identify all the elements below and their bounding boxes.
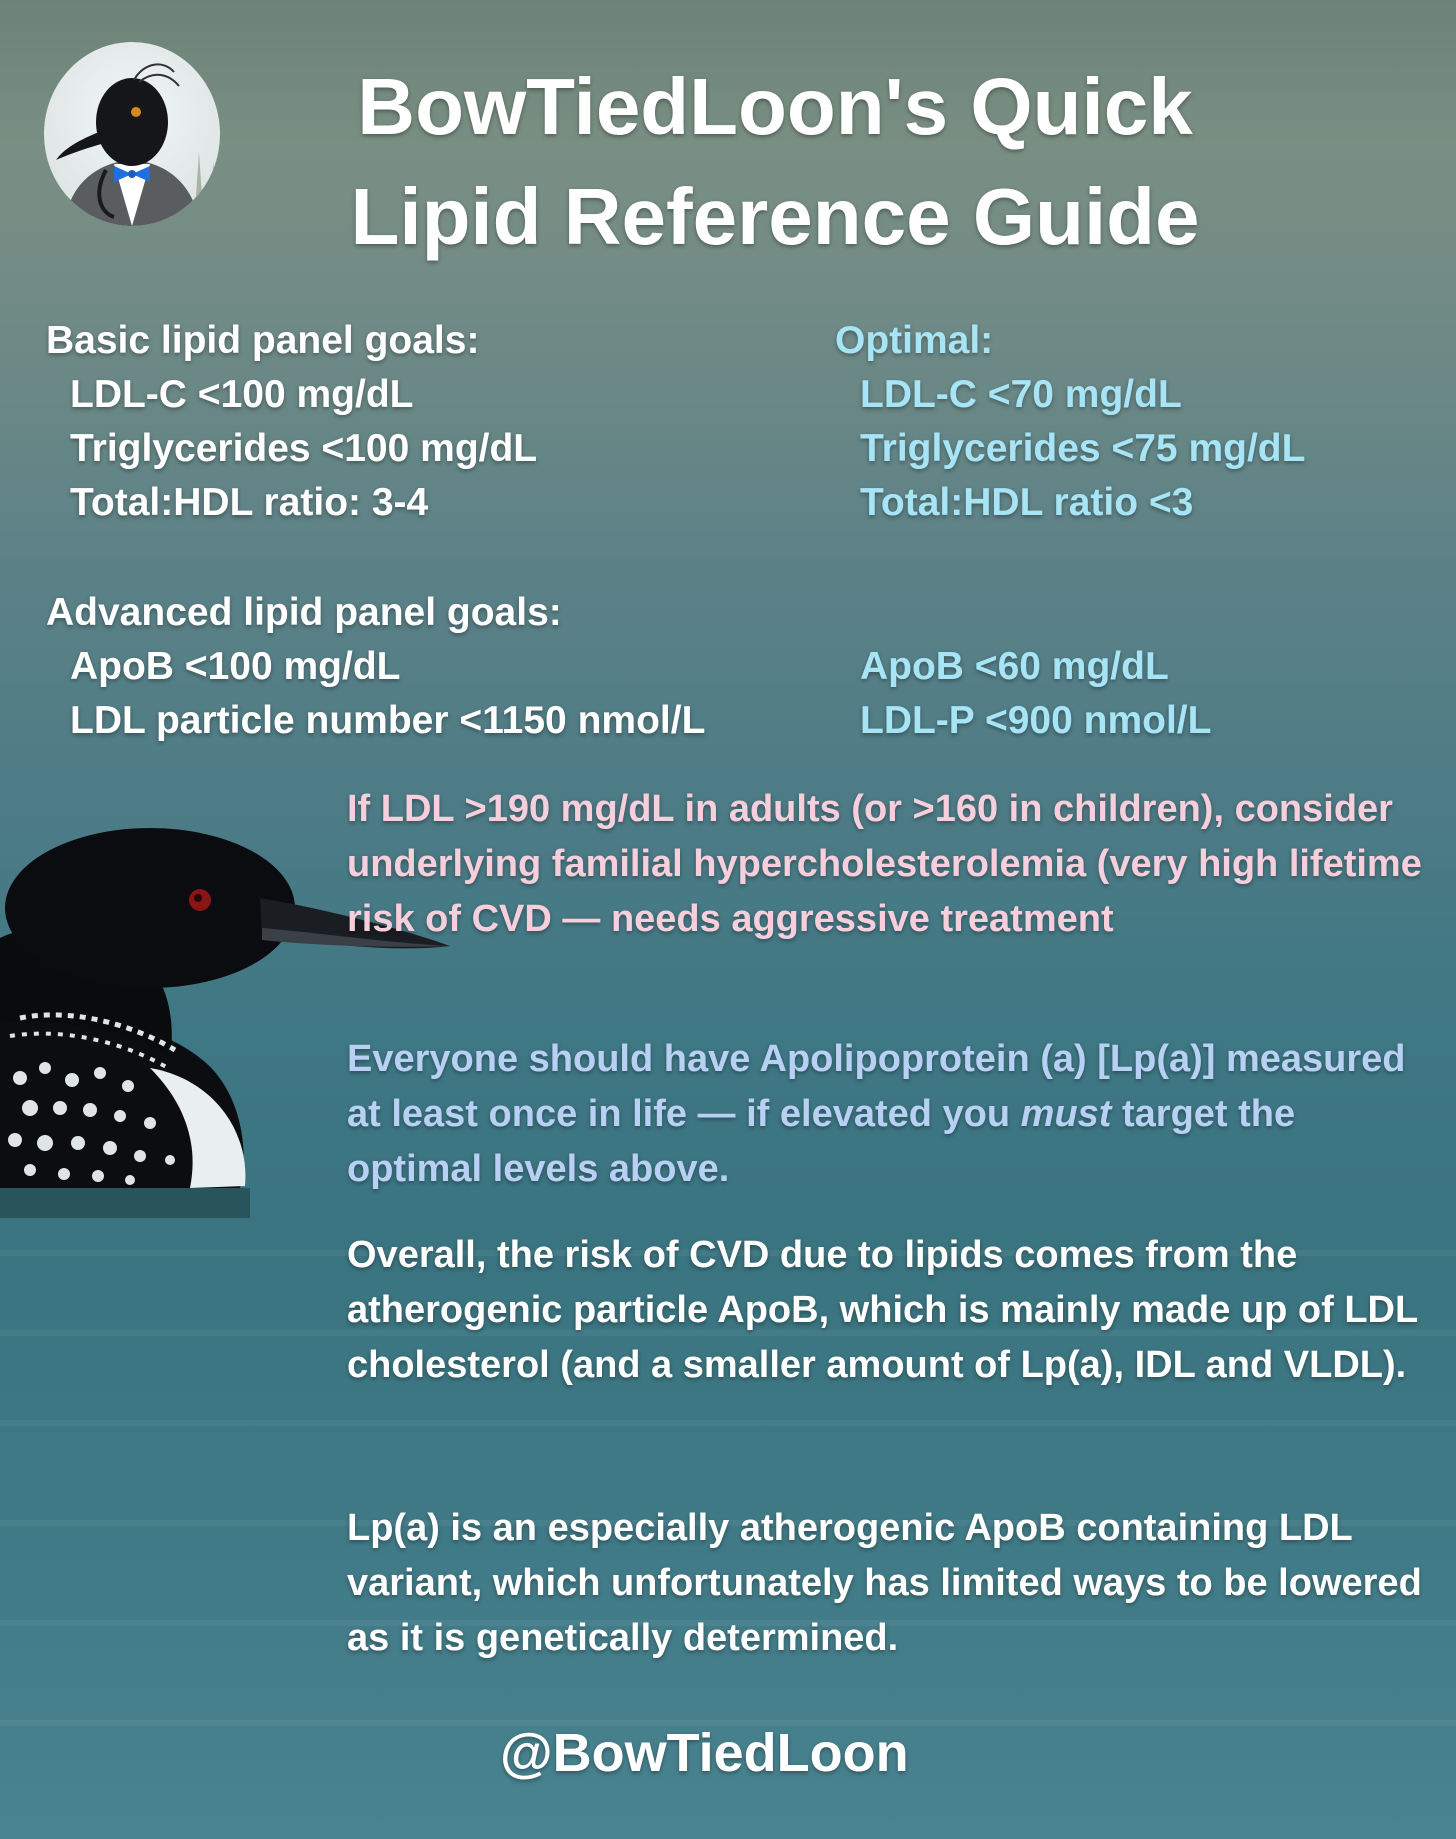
optimal-item: Triglycerides <75 mg/dL	[860, 427, 1306, 470]
avatar	[44, 42, 220, 226]
advanced-item: LDL particle number <1150 nmol/L	[70, 699, 706, 742]
basic-item: Triglycerides <100 mg/dL	[70, 427, 538, 470]
optimal-item: Total:HDL ratio <3	[860, 481, 1194, 524]
loon-in-bowtie-avatar-icon	[44, 42, 220, 226]
lpa-note-emphasis: must	[1020, 1093, 1112, 1135]
optimal-heading: Optimal:	[835, 319, 994, 362]
basic-heading: Basic lipid panel goals:	[46, 319, 480, 362]
lpa-note-text: Everyone should have Apolipoprotein (a) [Lp(a)] measured at least once in life — if elevated you	[347, 1038, 1406, 1135]
advanced-item: ApoB <100 mg/dL	[70, 645, 401, 688]
lpa-variant-note: Lp(a) is an especially atherogenic ApoB containing LDL variant, which unfortunately has limited ways to be lowered as it is genetically determined.	[347, 1507, 1422, 1659]
basic-item: Total:HDL ratio: 3-4	[70, 481, 429, 524]
fh-note: If LDL >190 mg/dL in adults (or >160 in children), consider underlying familial hypercholesterolemia (very high lifetime risk of CVD — needs aggressive treatment	[347, 788, 1422, 940]
optimal-item: LDL-C <70 mg/dL	[860, 373, 1182, 416]
title-line-2: Lipid Reference Guide	[350, 172, 1200, 261]
optimal-advanced-item: ApoB <60 mg/dL	[860, 645, 1169, 688]
optimal-advanced-item: LDL-P <900 nmol/L	[860, 699, 1212, 742]
lpa-note-text-end: target the optimal levels above.	[347, 1093, 1296, 1190]
basic-item: LDL-C <100 mg/dL	[70, 373, 414, 416]
page-title	[300, 52, 1250, 272]
advanced-heading: Advanced lipid panel goals:	[46, 591, 562, 634]
lpa-note	[347, 1032, 1417, 1197]
overall-note: Overall, the risk of CVD due to lipids comes from the atherogenic particle ApoB, which is mainly made up of LDL cholesterol (and a smaller amount of Lp(a), IDL and VLDL).	[347, 1234, 1418, 1386]
footer-handle: @BowTiedLoon	[500, 1723, 909, 1783]
title-line-1: BowTiedLoon's Quick	[357, 62, 1193, 151]
